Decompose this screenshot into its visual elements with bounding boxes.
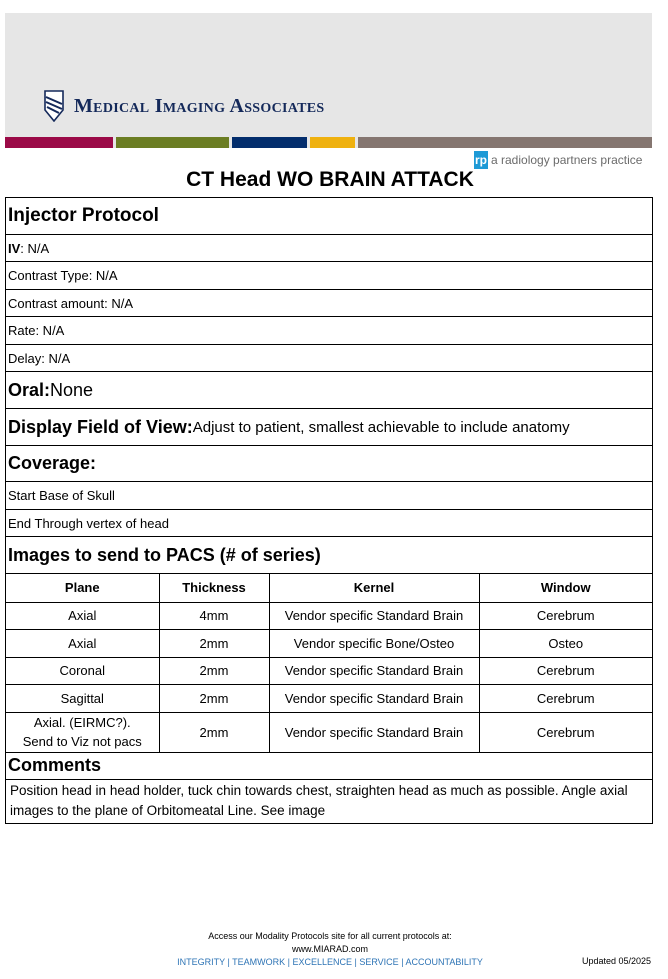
cell-plane: Coronal	[6, 657, 159, 685]
cell-kernel: Vendor specific Standard Brain	[269, 712, 479, 752]
cell-kernel: Vendor specific Standard Brain	[269, 602, 479, 630]
comments-text: Position head in head holder, tuck chin towards chest, straighten head as much as possible. Angle axial images to the plane of Orbitomeatal Line. See image	[10, 782, 628, 818]
comments-heading	[6, 753, 652, 780]
pacs-heading	[6, 537, 652, 574]
color-bar-taupe	[358, 137, 652, 148]
cell-window: Osteo	[479, 630, 652, 658]
coverage-end-text: End Through vertex of head	[8, 515, 169, 531]
delay-text: Delay: N/A	[8, 350, 71, 366]
contrast-type-row	[6, 262, 652, 290]
pacs-series-table	[6, 574, 652, 753]
footer-protocols-note: Access our Modality Protocols site for all current protocols at:	[208, 931, 452, 941]
header-banner	[5, 13, 652, 148]
color-bar-magenta	[5, 137, 113, 148]
footer	[0, 930, 660, 969]
comments-row	[6, 780, 652, 824]
contrast-amount-row	[6, 290, 652, 317]
pacs-heading-text: Images to send to PACS (# of series)	[8, 544, 321, 565]
cell-thickness: 2mm	[159, 657, 269, 685]
protocol-sheet	[5, 197, 653, 824]
radiology-partners-icon: rp	[475, 153, 487, 167]
coverage-end-row	[6, 510, 652, 537]
cell-plane	[6, 712, 159, 752]
contrast-type-text: Contrast Type: N/A	[8, 268, 118, 283]
table-header-row	[6, 574, 652, 602]
iv-label: IV	[8, 240, 21, 256]
updated-date: Updated 05/2025	[582, 956, 652, 966]
cell-thickness: 2mm	[159, 712, 269, 752]
dfov-label: Display Field of View:	[8, 416, 193, 437]
brand-color-bars	[5, 137, 652, 148]
cell-kernel: Vendor specific Standard Brain	[269, 657, 479, 685]
coverage-heading	[6, 446, 652, 482]
shield-logo-icon	[44, 90, 64, 122]
cell-window: Cerebrum	[479, 685, 652, 713]
color-bar-gold	[310, 137, 356, 148]
dfov-row	[6, 409, 652, 446]
table-row	[6, 685, 652, 713]
column-header-kernel: Kernel	[269, 574, 479, 602]
footer-website-link[interactable]: www.MIARAD.com	[291, 944, 368, 954]
partner-text: a radiology partners practice	[491, 153, 643, 167]
organization-name: Medical Imaging Associates	[74, 94, 325, 117]
cell-window: Cerebrum	[479, 602, 652, 630]
iv-value: : N/A	[20, 240, 50, 256]
cell-plane-line1: Axial. (EIRMC?).	[33, 715, 131, 730]
coverage-start-row	[6, 482, 652, 510]
coverage-start-text: Start Base of Skull	[8, 488, 115, 503]
cell-thickness: 4mm	[159, 602, 269, 630]
table-row	[6, 602, 652, 630]
rate-row	[6, 317, 652, 345]
footer-values: INTEGRITY | TEAMWORK | EXCELLENCE | SERVICE | ACCOUNTABILITY	[177, 957, 483, 967]
oral-row	[6, 372, 652, 409]
dfov-value: Adjust to patient, smallest achievable to include anatomy	[192, 418, 570, 436]
delay-row	[6, 345, 652, 372]
table-row	[6, 657, 652, 685]
cell-kernel: Vendor specific Standard Brain	[269, 685, 479, 713]
partner-badge	[474, 151, 642, 169]
comments-heading-text: Comments	[8, 755, 102, 775]
cell-window: Cerebrum	[479, 712, 652, 752]
cell-plane-line2: Send to Viz not pacs	[22, 734, 142, 749]
column-header-thickness: Thickness	[159, 574, 269, 602]
injector-heading-text: Injector Protocol	[8, 205, 159, 226]
cell-kernel: Vendor specific Bone/Osteo	[269, 630, 479, 658]
table-row	[6, 712, 652, 752]
cell-window: Cerebrum	[479, 657, 652, 685]
table-row	[6, 630, 652, 658]
document-title: CT Head WO BRAIN ATTACK	[186, 168, 474, 191]
rate-text: Rate: N/A	[8, 323, 65, 338]
oral-label: Oral:	[8, 379, 51, 400]
cell-thickness: 2mm	[159, 685, 269, 713]
cell-thickness: 2mm	[159, 630, 269, 658]
color-bar-olive	[116, 137, 228, 148]
contrast-amount-text: Contrast amount: N/A	[8, 295, 133, 311]
oral-value: None	[50, 379, 94, 400]
injector-heading	[6, 198, 652, 235]
cell-plane: Axial	[6, 630, 159, 658]
organization-logo	[44, 90, 324, 122]
column-header-window: Window	[479, 574, 652, 602]
column-header-plane: Plane	[6, 574, 159, 602]
iv-row	[6, 235, 652, 262]
color-bar-navy	[232, 137, 307, 148]
cell-plane: Sagittal	[6, 685, 159, 713]
cell-plane: Axial	[6, 602, 159, 630]
coverage-heading-text: Coverage:	[8, 453, 97, 473]
